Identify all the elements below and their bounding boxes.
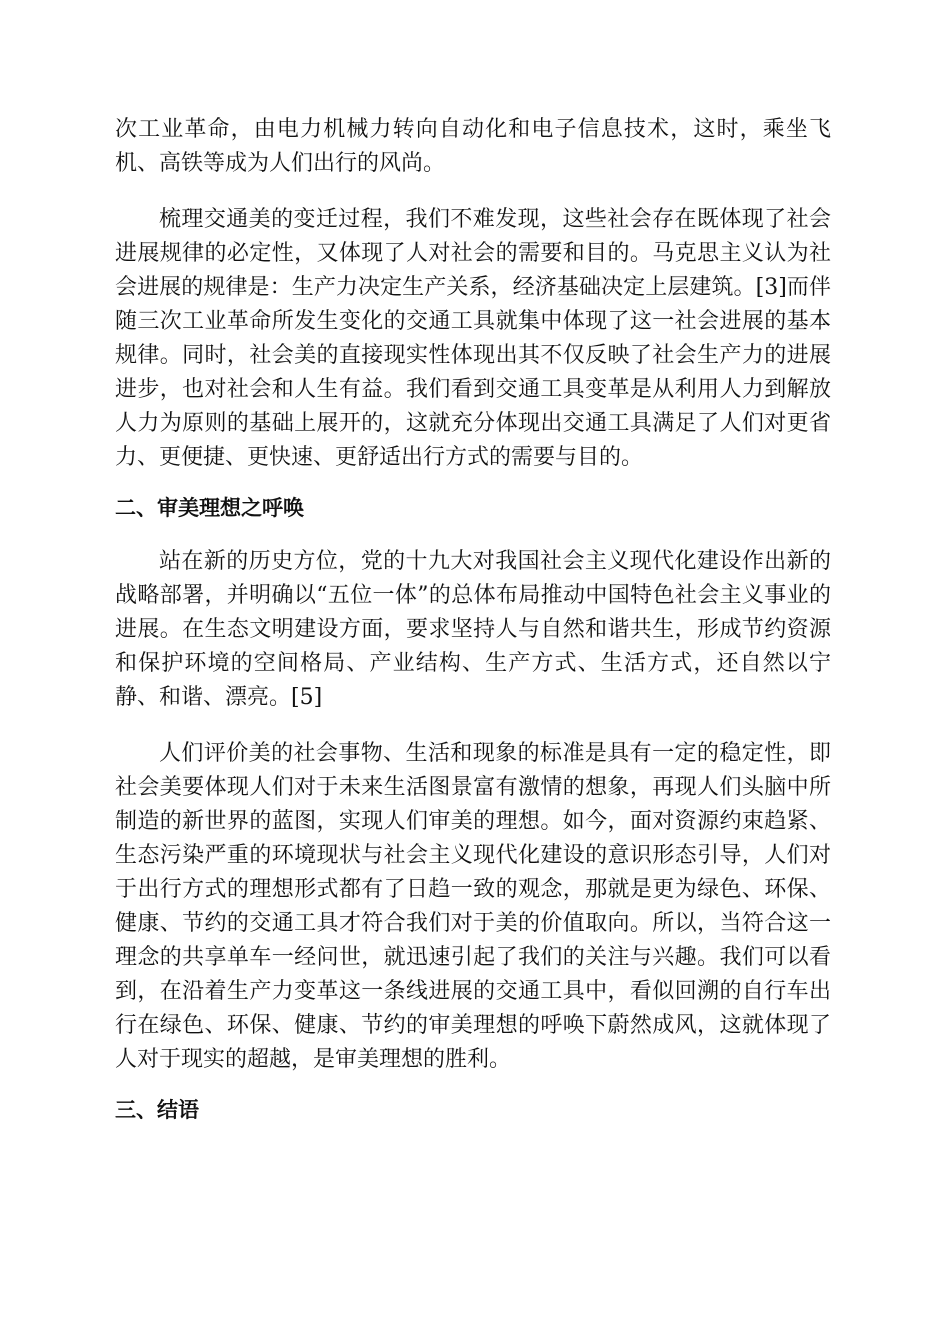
section-heading-aesthetic-ideal: 二、审美理想之呼唤 [115, 496, 304, 520]
paragraph-transport-beauty-evolution: 梳理交通美的变迁过程，我们不难发现，这些社会存在既体现了社会进展规律的必定性，又体现了人对社会的需要和目的。马克思主义认为社会进展的规律是：生产力决定生产关系，经济基础决定上层建筑。[3]而伴随三次工业革命所发生变化的交通工具就集中体现了这一社会进展的基本规律。同时，社会美的直接现实性体现出其不仅反映了社会生产力的进展进步，也对社会和人生有益。我们看到交通工具变革是从利用人力到解放人力为原则的基础上展开的，这就充分体现出交通工具满足了人们对更省力、更便捷、更快速、更舒适出行方式的需要与目的。 [115, 207, 831, 470]
paragraph-industrial-revolution-continued: 次工业革命，由电力机械力转向自动化和电子信息技术，这时，乘坐飞机、高铁等成为人们出行的风尚。 [115, 117, 831, 176]
paragraph-new-historical-position: 站在新的历史方位，党的十九大对我国社会主义现代化建设作出新的战略部署，并明确以“五位一体”的总体布局推动中国特色社会主义事业的进展。在生态文明建设方面，要求坚持人与自然和谐共生，形成节约资源和保护环境的空间格局、产业结构、生产方式、生活方式，还自然以宁静、和谐、漂亮。[5] [115, 549, 831, 710]
paragraph-social-beauty-standard: 人们评价美的社会事物、生活和现象的标准是具有一定的稳定性，即社会美要体现人们对于未来生活图景富有激情的想象，再现人们头脑中所制造的新世界的蓝图，实现人们审美的理想。如今，面对资源约束趋紧、生态污染严重的环境现状与社会主义现代化建设的意识形态引导，人们对于出行方式的理想形式都有了日趋一致的观念，那就是更为绿色、环保、健康、节约的交通工具才符合我们对于美的价值取向。所以，当符合这一理念的共享单车一经问世，就迅速引起了我们的关注与兴趣。我们可以看到，在沿着生产力变革这一条线进展的交通工具中，看似回溯的自行车出行在绿色、环保、健康、节约的审美理想的呼唤下蔚然成风，这就体现了人对于现实的超越，是审美理想的胜利。 [115, 741, 831, 1072]
document-page [115, 113, 831, 1127]
section-heading-conclusion: 三、结语 [115, 1098, 199, 1122]
